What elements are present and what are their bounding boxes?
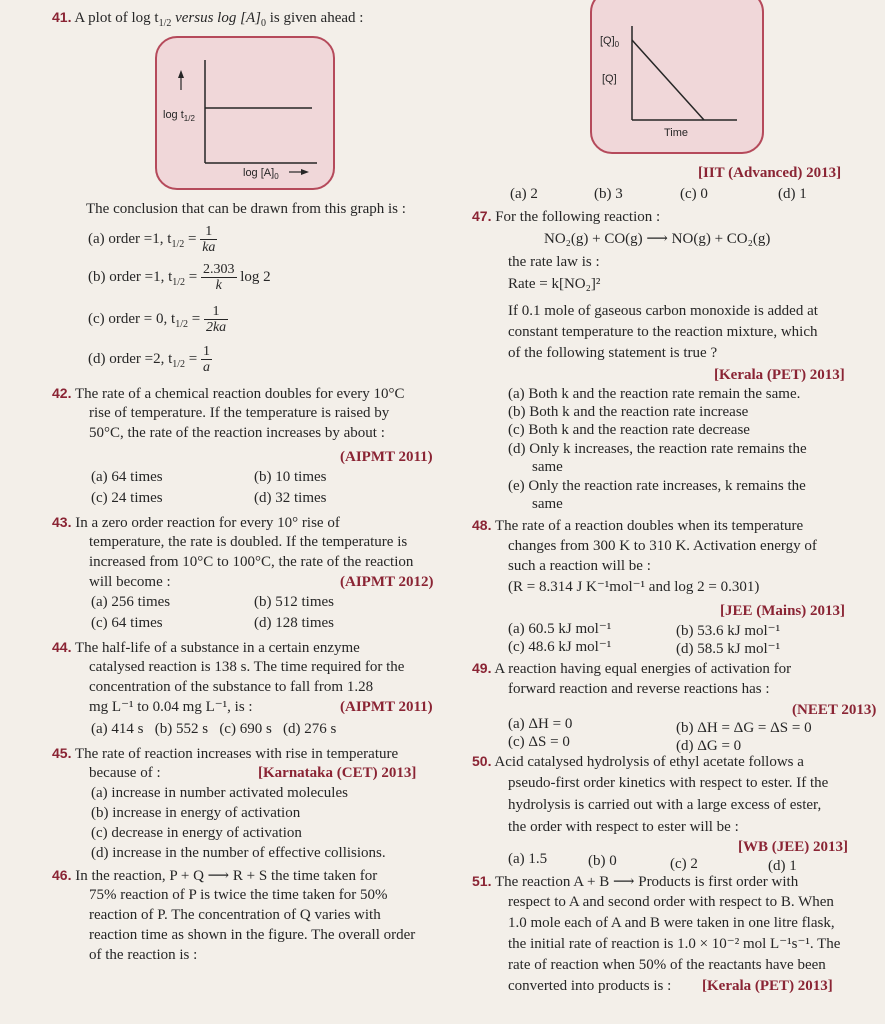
q50-option-d: (d) 1 (768, 858, 797, 874)
question-47-line-4: constant temperature to the reaction mixture, which (508, 324, 818, 340)
q43-option-d: (d) 128 times (254, 615, 334, 631)
q45-source: [Karnataka (CET) 2013] (258, 765, 417, 781)
q45-option-b: (b) increase in energy of activation (91, 805, 301, 821)
q43-option-a: (a) 256 times (91, 594, 171, 610)
question-47-line-1: 47. For the following reaction : (472, 208, 661, 225)
question-51-line-1: 51. The reaction A + B ⟶ Products is first order with (472, 873, 799, 890)
question-47-line-3: If 0.1 mole of gaseous carbon monoxide is added at (508, 303, 818, 319)
question-44-line-1: 44. The half-life of a substance in a certain enzyme (52, 639, 360, 656)
q47-source: [Kerala (PET) 2013] (714, 367, 845, 383)
question-43-line-2: temperature, the rate is doubled. If the temperature is (89, 534, 408, 550)
q47-rate-law: Rate = k[NO₂]² (508, 276, 601, 292)
q50-option-a: (a) 1.5 (508, 851, 548, 867)
q50-option-c: (c) 2 (670, 856, 698, 872)
question-51-line-6: converted into products is : (508, 978, 672, 994)
q47-option-d: (d) Only k increases, the reaction rate remains the (508, 441, 807, 457)
q50-option-b: (b) 0 (588, 853, 617, 869)
q45-option-c: (c) decrease in energy of activation (91, 825, 302, 841)
q41-option-d: (d) order =2, $t_{1/2}$ = $\frac{1}{a}$ (88, 344, 211, 376)
q0-label: $[Q]_0$ (600, 35, 620, 50)
q51-source: [Kerala (PET) 2013] (702, 978, 833, 994)
q44-source: (AIPMT 2011) (340, 699, 433, 715)
question-48-line-4: (R = 8.314 J K⁻¹mol⁻¹ and log 2 = 0.301) (508, 579, 760, 595)
q41-conclusion: The conclusion that can be drawn from this graph is : (86, 201, 406, 217)
q47-option-d-cont: same (532, 459, 563, 475)
question-42-line-2: rise of temperature. If the temperature is raised by (89, 405, 390, 421)
question-50-line-1: 50. Acid catalysed hydrolysis of ethyl acetate follows a (472, 753, 804, 770)
decay-line (632, 40, 704, 120)
q49-option-b: (b) ΔH = ΔG = ΔS = 0 (676, 720, 812, 736)
q46-option-a: (a) 2 (510, 186, 538, 202)
q48-option-d: (d) 58.5 kJ mol⁻¹ (676, 641, 781, 657)
q48-option-c: (c) 48.6 kJ mol⁻¹ (508, 639, 612, 655)
question-46-line-3: reaction of P. The concentration of Q varies with (89, 907, 381, 923)
question-47-line-5: of the following statement is true ? (508, 345, 718, 361)
x-axis-label: $\log [A]_0$ (243, 167, 279, 182)
question-50-line-3: hydrolysis is carried out with a large excess of ester, (508, 797, 822, 813)
q46-option-b: (b) 3 (594, 186, 623, 202)
question-47-line-2: the rate law is : (508, 254, 600, 270)
question-49-line-2: forward reaction and reverse reactions has : (508, 681, 770, 697)
q46-figure (590, 0, 764, 154)
time-label: Time (664, 127, 689, 139)
q50-source: [WB (JEE) 2013] (738, 839, 848, 855)
q41-option-a: (a) order =1, $t_{1/2}$ = $\frac{1}{ka}$ (88, 224, 216, 256)
q43-option-b: (b) 512 times (254, 594, 334, 610)
q49-option-a: (a) ΔH = 0 (508, 716, 573, 732)
q43-option-c: (c) 64 times (91, 615, 163, 631)
question-44-line-3: concentration of the substance to fall from 1.28 (89, 679, 374, 695)
question-46-line-4: reaction time as shown in the figure. The overall order (89, 927, 416, 943)
question-42-line-1: 42. The rate of a chemical reaction doubles for every 10°C (52, 385, 405, 402)
q41-option-c: (c) order = 0, $t_{1/2}$ = $\frac{1}{2ka}$ (88, 304, 227, 336)
q46-source: [IIT (Advanced) 2013] (698, 165, 842, 181)
question-41-stem: 41. A plot of $\log t_{1/2}$ versus $\log [A]_0$ is given ahead : (52, 9, 364, 29)
q48-source: [JEE (Mains) 2013] (720, 603, 845, 619)
question-46-line-5: of the reaction is : (89, 947, 198, 963)
question-48-line-2: changes from 300 K to 310 K. Activation energy of (508, 538, 817, 554)
question-43-line-1: 43. In a zero order reaction for every 10° rise of (52, 514, 340, 531)
q47-option-c: (c) Both k and the reaction rate decrease (508, 422, 750, 438)
question-43-line-3: increased from 10°C to 100°C, the rate of the reaction (89, 554, 414, 570)
q48-option-a: (a) 60.5 kJ mol⁻¹ (508, 621, 612, 637)
q46-option-c: (c) 0 (680, 186, 708, 202)
question-51-line-4: the initial rate of reaction is 1.0 × 10⁻² mol L⁻¹s⁻¹. The (508, 936, 841, 952)
question-51-line-5: rate of reaction when 50% of the reactants have been (508, 957, 826, 973)
question-46-line-1: 46. In the reaction, P + Q ⟶ R + S the time taken for (52, 867, 378, 884)
question-50-line-2: pseudo-first order kinetics with respect to ester. If the (508, 775, 829, 791)
y-axis-label: $\log t_{1/2}$ (163, 109, 195, 124)
q48-option-b: (b) 53.6 kJ mol⁻¹ (676, 623, 781, 639)
question-45-line-1: 45. The rate of reaction increases with rise in temperature (52, 745, 399, 762)
q41-option-b: (b) order =1, $t_{1/2}$ = $\frac{2.303}{k}$ log 2 (88, 262, 271, 294)
question-49-line-1: 49. A reaction having equal energies of activation for (472, 660, 792, 677)
question-42-line-3: 50°C, the rate of the reaction increases by about : (89, 425, 385, 441)
q44-options: (a) 414 s (b) 552 s (c) 690 s (d) 276 s (91, 721, 337, 737)
q49-source: (NEET 2013) (792, 702, 877, 718)
q-label: [Q] (602, 73, 617, 85)
q43-source: (AIPMT 2012) (340, 574, 434, 590)
question-44-line-4: mg L⁻¹ to 0.04 mg L⁻¹, is : (89, 699, 253, 715)
question-51-line-2: respect to A and second order with respect to B. When (508, 894, 834, 910)
q49-option-c: (c) ΔS = 0 (508, 734, 570, 750)
q42-source: (AIPMT 2011) (340, 449, 433, 465)
question-44-line-2: catalysed reaction is 138 s. The time required for the (89, 659, 405, 675)
q45-option-d: (d) increase in the number of effective collisions. (91, 845, 386, 861)
q47-option-a: (a) Both k and the reaction rate remain the same. (508, 386, 801, 402)
question-45-line-2: because of : (89, 765, 161, 781)
q47-option-e: (e) Only the reaction rate increases, k remains the (508, 478, 806, 494)
question-51-line-3: 1.0 mole each of A and B were taken in one litre flask, (508, 915, 835, 931)
question-48-line-1: 48. The rate of a reaction doubles when its temperature (472, 517, 804, 534)
q42-option-a: (a) 64 times (91, 469, 163, 485)
q46-option-d: (d) 1 (778, 186, 807, 202)
question-46-line-2: 75% reaction of P is twice the time taken for 50% (89, 887, 388, 903)
q49-option-d: (d) ΔG = 0 (676, 738, 742, 754)
question-50-line-4: the order with respect to ester will be : (508, 819, 739, 835)
q42-option-b: (b) 10 times (254, 469, 327, 485)
q42-option-c: (c) 24 times (91, 490, 163, 506)
q47-equation: NO₂(g) + CO(g) ⟶ NO(g) + CO₂(g) (544, 231, 771, 247)
q47-option-b: (b) Both k and the reaction rate increase (508, 404, 749, 420)
q41-figure (155, 36, 335, 190)
q47-option-e-cont: same (532, 496, 563, 512)
question-number: 41. (52, 9, 72, 25)
q45-option-a: (a) increase in number activated molecules (91, 785, 348, 801)
question-43-line-4: will become : (89, 574, 171, 590)
q42-option-d: (d) 32 times (254, 490, 327, 506)
question-48-line-3: such a reaction will be : (508, 558, 651, 574)
